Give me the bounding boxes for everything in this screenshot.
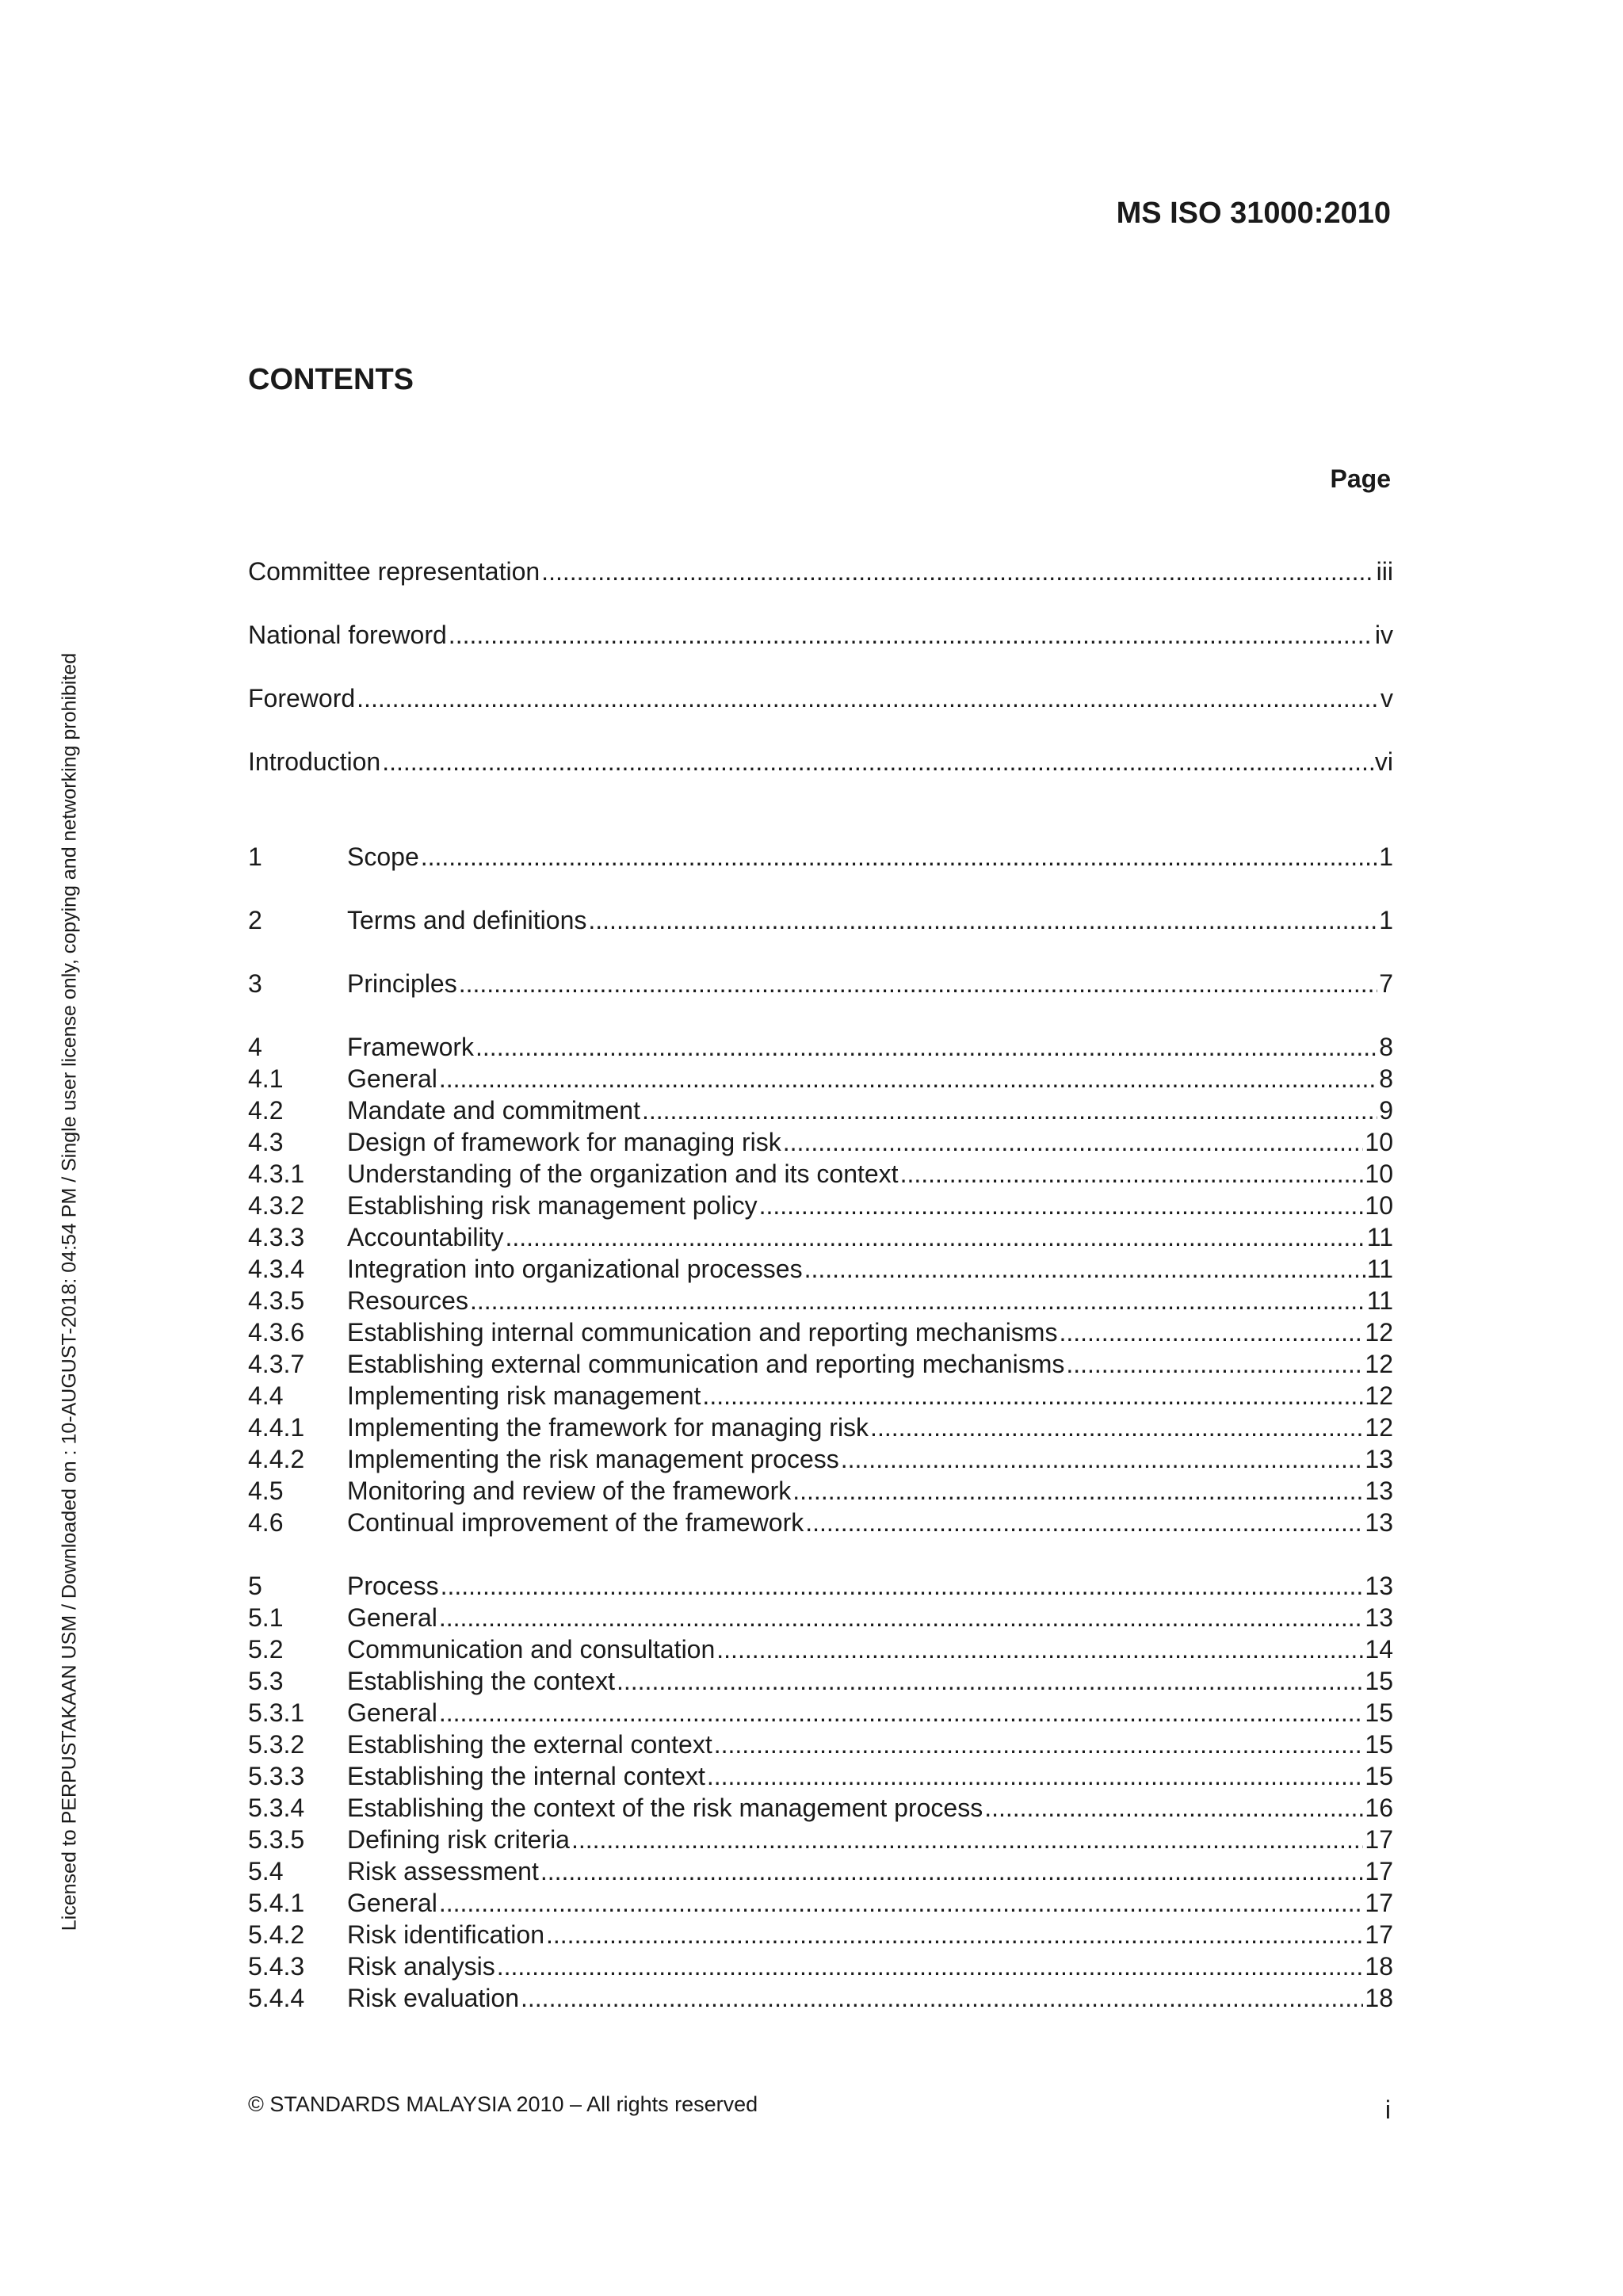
toc-entry-title: Establishing external communication and reporting mechanisms — [347, 1350, 1065, 1378]
toc-dot-leader — [900, 1158, 1364, 1190]
toc-entry[interactable] — [248, 968, 1393, 999]
toc-entry[interactable] — [248, 1982, 1393, 2014]
toc-spacer — [248, 651, 1393, 682]
toc-entry-page: 17 — [1365, 1825, 1393, 1854]
toc-dot-leader — [439, 1602, 1364, 1633]
toc-dot-leader — [439, 1063, 1377, 1095]
toc-entry[interactable] — [248, 1602, 1393, 1633]
toc-entry-number: 4.4.2 — [248, 1445, 305, 1473]
toc-entry-number: 4.3.7 — [248, 1350, 305, 1378]
toc-entry-title: General — [347, 1698, 437, 1727]
toc-entry-number: 5.4.1 — [248, 1889, 305, 1917]
toc-dot-leader — [642, 1095, 1377, 1126]
toc-entry-title: Implementing risk management — [347, 1381, 701, 1410]
toc-entry-title: Scope — [347, 842, 419, 871]
toc-dot-leader — [459, 968, 1377, 999]
toc-entry[interactable] — [248, 746, 1393, 777]
toc-entry-number: 5.3.5 — [248, 1825, 305, 1854]
toc-entry-title: Establishing the context of the risk management process — [347, 1794, 983, 1822]
toc-dot-leader — [716, 1633, 1363, 1665]
toc-entry-page: 12 — [1365, 1318, 1393, 1347]
footer-page-number: i — [1384, 2095, 1391, 2124]
toc-dot-leader — [470, 1285, 1365, 1316]
toc-entry-number: 5.1 — [248, 1603, 284, 1632]
toc-entry[interactable] — [248, 1348, 1393, 1380]
toc-entry-title: General — [347, 1064, 437, 1093]
toc-entry-title: General — [347, 1889, 437, 1917]
toc-dot-leader — [571, 1824, 1363, 1855]
toc-entry[interactable] — [248, 619, 1393, 651]
toc-entry-page: 12 — [1365, 1413, 1393, 1442]
toc-entry-title: Process — [347, 1572, 439, 1600]
toc-entry[interactable] — [248, 1253, 1393, 1285]
toc-entry-page: 12 — [1365, 1350, 1393, 1378]
toc-entry[interactable] — [248, 1697, 1393, 1729]
toc-entry-number: 5.3.4 — [248, 1794, 305, 1822]
toc-dot-leader — [540, 1855, 1364, 1887]
toc-dot-leader — [714, 1729, 1364, 1760]
toc-dot-leader — [841, 1443, 1364, 1475]
footer-copyright: © STANDARDS MALAYSIA 2010 – All rights reserved — [248, 2092, 758, 2116]
toc-entry-number: 2 — [248, 906, 262, 934]
toc-entry-title: Risk assessment — [347, 1857, 539, 1885]
toc-entry-title: Implementing the framework for managing risk — [347, 1413, 869, 1442]
toc-entry-page: 17 — [1365, 1889, 1393, 1917]
toc-entry-title: Terms and definitions — [347, 906, 587, 934]
toc-entry-page: 13 — [1365, 1603, 1393, 1632]
toc-entry[interactable] — [248, 1475, 1393, 1507]
toc-entry-page: 15 — [1365, 1730, 1393, 1759]
toc-entry-number: 4.4 — [248, 1381, 284, 1410]
toc-entry-title: General — [347, 1603, 437, 1632]
toc-dot-leader — [546, 1919, 1363, 1950]
toc-entry-title: Defining risk criteria — [347, 1825, 570, 1854]
toc-entry-number: 5.4.2 — [248, 1920, 305, 1949]
toc-entry-number: 4.3.2 — [248, 1191, 305, 1220]
toc-entry-page: 8 — [1379, 1033, 1393, 1061]
toc-entry-page: 7 — [1379, 969, 1393, 998]
toc-entry-page: vi — [1374, 747, 1393, 776]
toc-dot-leader — [382, 746, 1373, 777]
toc-entry-title: Committee representation — [248, 557, 540, 586]
toc-dot-leader — [792, 1475, 1363, 1507]
toc-entry[interactable] — [248, 1221, 1393, 1253]
toc-entry-page: 18 — [1365, 1984, 1393, 2012]
toc-entry-title: Introduction — [248, 747, 381, 776]
toc-entry-title: Foreword — [248, 684, 356, 712]
toc-spacer — [248, 587, 1393, 619]
toc-entry-title: Integration into organizational processes — [347, 1255, 803, 1283]
toc-entry[interactable] — [248, 1095, 1393, 1126]
toc-entry-number: 5.3 — [248, 1667, 284, 1695]
toc-entry-number: 4.3 — [248, 1128, 284, 1156]
toc-entry-number: 4.3.4 — [248, 1255, 305, 1283]
toc-dot-leader — [1066, 1348, 1363, 1380]
toc-entry-number: 3 — [248, 969, 262, 998]
toc-dot-leader — [783, 1126, 1364, 1158]
toc-spacer — [248, 714, 1393, 746]
toc-entry[interactable] — [248, 1665, 1393, 1697]
toc-entry-title: Establishing the context — [347, 1667, 615, 1695]
toc-entry[interactable] — [248, 1412, 1393, 1443]
toc-spacer — [248, 777, 1393, 809]
toc-dot-leader — [702, 1380, 1363, 1412]
toc-entry-page: iii — [1376, 557, 1393, 586]
toc-entry-number: 5.3.3 — [248, 1762, 305, 1790]
toc-entry-title: Implementing the risk management process — [347, 1445, 839, 1473]
toc-entry-page: 11 — [1366, 1286, 1393, 1315]
toc-entry-number: 5 — [248, 1572, 262, 1600]
toc-entry-page: 1 — [1379, 842, 1393, 871]
toc-entry-number: 4.3.3 — [248, 1223, 305, 1251]
toc-entry-number: 4.1 — [248, 1064, 284, 1093]
toc-entry-page: 16 — [1365, 1794, 1393, 1822]
toc-dot-leader — [870, 1412, 1363, 1443]
toc-entry-number: 4.6 — [248, 1508, 284, 1537]
toc-entry-page: 11 — [1366, 1223, 1393, 1251]
page-column-heading: Page — [1330, 464, 1391, 493]
toc-dot-leader — [441, 1570, 1364, 1602]
toc-entry-number: 5.4.4 — [248, 1984, 305, 2012]
toc-entry[interactable] — [248, 1729, 1393, 1760]
toc-dot-leader — [588, 904, 1377, 936]
toc-entry[interactable] — [248, 1507, 1393, 1538]
toc-entry-page: 13 — [1365, 1477, 1393, 1505]
toc-entry-page: 13 — [1365, 1445, 1393, 1473]
toc-entry-title: Monitoring and review of the framework — [347, 1477, 792, 1505]
toc-entry-title: Establishing the internal context — [347, 1762, 705, 1790]
toc-entry-number: 5.2 — [248, 1635, 284, 1664]
toc-dot-leader — [984, 1792, 1363, 1824]
toc-entry[interactable] — [248, 1570, 1393, 1602]
toc-entry-page: 10 — [1365, 1191, 1393, 1220]
toc-entry-page: 10 — [1365, 1128, 1393, 1156]
toc-entry-page: 8 — [1379, 1064, 1393, 1093]
toc-entry-number: 4.2 — [248, 1096, 284, 1125]
toc-entry-page: iv — [1374, 621, 1393, 649]
toc-entry-page: 14 — [1365, 1635, 1393, 1664]
toc-entry-title: Establishing the external context — [347, 1730, 712, 1759]
toc-entry-page: 12 — [1365, 1381, 1393, 1410]
toc-entry[interactable] — [248, 1316, 1393, 1348]
toc-entry-title: Risk evaluation — [347, 1984, 519, 2012]
toc-entry[interactable] — [248, 1919, 1393, 1950]
toc-dot-leader — [707, 1760, 1364, 1792]
toc-dot-leader — [439, 1697, 1364, 1729]
toc-entry[interactable] — [248, 1443, 1393, 1475]
toc-entry-page: 15 — [1365, 1667, 1393, 1695]
toc-entry[interactable] — [248, 1824, 1393, 1855]
toc-entry[interactable] — [248, 904, 1393, 936]
toc-entry-page: 18 — [1365, 1952, 1393, 1981]
toc-entry-number: 5.3.2 — [248, 1730, 305, 1759]
toc-entry-page: 9 — [1379, 1096, 1393, 1125]
toc-spacer — [248, 873, 1393, 904]
toc-entry-page: 1 — [1379, 906, 1393, 934]
toc-entry-title: Continual improvement of the framework — [347, 1508, 804, 1537]
toc-entry[interactable] — [248, 556, 1393, 587]
toc-dot-leader — [421, 841, 1377, 873]
toc-entry-number: 4.3.1 — [248, 1159, 305, 1188]
toc-dot-leader — [541, 556, 1375, 587]
toc-entry[interactable] — [248, 1190, 1393, 1221]
toc-entry-title: Establishing internal communication and reporting mechanisms — [347, 1318, 1058, 1347]
toc-entry-title: Principles — [347, 969, 457, 998]
toc-entry-page: 15 — [1365, 1762, 1393, 1790]
toc-dot-leader — [475, 1031, 1377, 1063]
contents-title: CONTENTS — [248, 363, 414, 396]
toc-entry-title: Understanding of the organization and its context — [347, 1159, 899, 1188]
toc-entry-page: 13 — [1365, 1572, 1393, 1600]
toc-dot-leader — [521, 1982, 1363, 2014]
toc-spacer — [248, 1538, 1393, 1570]
toc-entry[interactable] — [248, 1855, 1393, 1887]
toc-dot-leader — [759, 1190, 1364, 1221]
toc-dot-leader — [439, 1887, 1364, 1919]
toc-entry-page: 13 — [1365, 1508, 1393, 1537]
toc-entry-page: v — [1381, 684, 1393, 712]
side-license-notice: Licensed to PERPUSTAKAAN USM / Downloaded on : 10-AUGUST-2018: 04:54 PM / Single user license only, copying and networking prohibited — [58, 652, 81, 1931]
toc-entry[interactable] — [248, 841, 1393, 873]
toc-spacer — [248, 809, 1393, 841]
toc-entry-title: Risk analysis — [347, 1952, 495, 1981]
toc-entry-page: 10 — [1365, 1159, 1393, 1188]
toc-dot-leader — [449, 619, 1373, 651]
toc-dot-leader — [617, 1665, 1363, 1697]
toc-entry[interactable] — [248, 1887, 1393, 1919]
toc-entry-title: Mandate and commitment — [347, 1096, 640, 1125]
toc-entry[interactable] — [248, 1285, 1393, 1316]
toc-entry-number: 4.5 — [248, 1477, 284, 1505]
toc-entry[interactable] — [248, 1063, 1393, 1095]
toc-entry-title: Framework — [347, 1033, 475, 1061]
toc-entry[interactable] — [248, 1031, 1393, 1063]
toc-entry[interactable] — [248, 1380, 1393, 1412]
toc-spacer — [248, 936, 1393, 968]
toc-entry[interactable] — [248, 1950, 1393, 1982]
toc-entry-number: 5.4 — [248, 1857, 284, 1885]
toc-entry-number: 4 — [248, 1033, 262, 1061]
toc-entry-title: Accountability — [347, 1223, 504, 1251]
toc-entry[interactable] — [248, 1792, 1393, 1824]
toc-entry-page: 17 — [1365, 1857, 1393, 1885]
toc-spacer — [248, 999, 1393, 1031]
toc-dot-leader — [497, 1950, 1364, 1982]
toc-dot-leader — [1059, 1316, 1363, 1348]
toc-entry-page: 15 — [1365, 1698, 1393, 1727]
toc-entry-page: 17 — [1365, 1920, 1393, 1949]
toc-entry-title: National foreword — [248, 621, 447, 649]
toc-entry[interactable] — [248, 1760, 1393, 1792]
toc-dot-leader — [505, 1221, 1365, 1253]
toc-entry[interactable] — [248, 1126, 1393, 1158]
table-of-contents — [248, 556, 1393, 2014]
toc-entry-title: Establishing risk management policy — [347, 1191, 758, 1220]
toc-entry-number: 5.4.3 — [248, 1952, 305, 1981]
toc-entry-title: Resources — [347, 1286, 468, 1315]
document-code: MS ISO 31000:2010 — [1116, 197, 1391, 230]
toc-entry-number: 4.3.6 — [248, 1318, 305, 1347]
toc-entry[interactable] — [248, 1158, 1393, 1190]
toc-entry-number: 5.3.1 — [248, 1698, 305, 1727]
toc-dot-leader — [805, 1507, 1363, 1538]
toc-entry[interactable] — [248, 1633, 1393, 1665]
toc-dot-leader — [804, 1253, 1365, 1285]
toc-entry-page: 11 — [1366, 1255, 1393, 1283]
toc-entry-number: 4.3.5 — [248, 1286, 305, 1315]
toc-entry-number: 1 — [248, 842, 262, 871]
toc-entry-title: Risk identification — [347, 1920, 544, 1949]
toc-entry-title: Design of framework for managing risk — [347, 1128, 781, 1156]
toc-dot-leader — [357, 682, 1379, 714]
toc-entry[interactable] — [248, 682, 1393, 714]
toc-entry-number: 4.4.1 — [248, 1413, 305, 1442]
toc-entry-title: Communication and consultation — [347, 1635, 716, 1664]
